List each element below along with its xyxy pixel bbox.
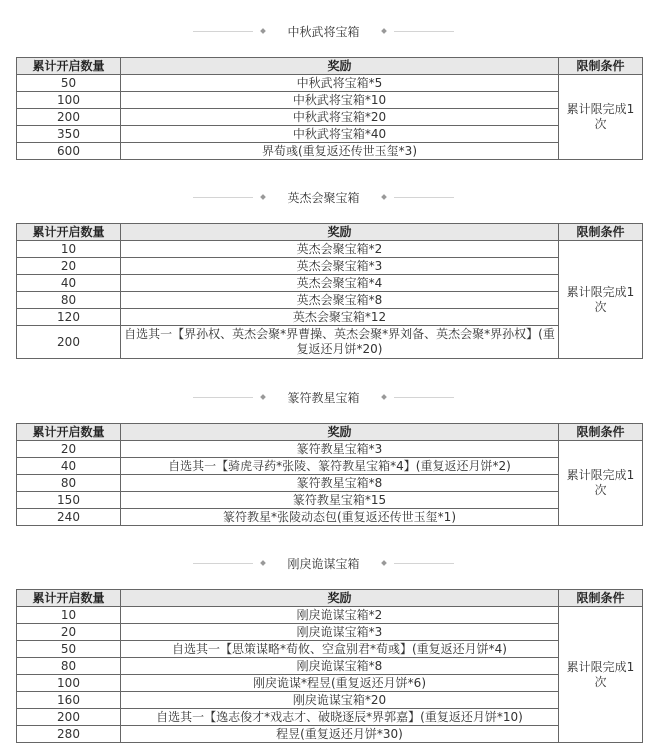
table-row	[17, 641, 643, 658]
count-cell: 120	[17, 309, 121, 326]
reward-cell: 篆符教星*张陵动态包(重复返还传世玉玺*1)	[121, 509, 559, 526]
section-title	[0, 21, 647, 41]
table-header-row	[17, 590, 643, 607]
header-limit: 限制条件	[559, 424, 643, 441]
header-reward: 奖励	[121, 590, 559, 607]
diamond-icon	[261, 28, 267, 34]
table-row	[17, 726, 643, 743]
count-cell: 20	[17, 441, 121, 458]
reward-table	[16, 57, 643, 160]
table-row	[17, 109, 643, 126]
header-limit: 限制条件	[559, 58, 643, 75]
diamond-icon	[381, 194, 387, 200]
count-cell: 600	[17, 143, 121, 160]
diamond-icon	[261, 394, 267, 400]
count-cell: 20	[17, 258, 121, 275]
count-cell: 80	[17, 475, 121, 492]
divider-line	[193, 397, 253, 398]
table-header-row	[17, 58, 643, 75]
table-row	[17, 441, 643, 458]
header-reward: 奖励	[121, 58, 559, 75]
table-row	[17, 692, 643, 709]
reward-table	[16, 589, 643, 743]
reward-cell: 自选其一【逸志俊才*戏志才、破晓逐辰*界郭嘉】(重复返还月饼*10)	[121, 709, 559, 726]
header-count: 累计开启数量	[17, 590, 121, 607]
count-cell: 160	[17, 692, 121, 709]
count-cell: 10	[17, 607, 121, 624]
table-row	[17, 326, 643, 359]
count-cell: 10	[17, 241, 121, 258]
section-title-text: 刚戾诡谋宝箱	[287, 556, 360, 571]
reward-cell: 中秋武将宝箱*40	[121, 126, 559, 143]
count-cell: 200	[17, 326, 121, 359]
reward-cell: 刚戾诡谋宝箱*2	[121, 607, 559, 624]
header-count: 累计开启数量	[17, 424, 121, 441]
limit-cell: 累计限完成1次	[559, 241, 643, 359]
count-cell: 100	[17, 675, 121, 692]
count-cell: 200	[17, 109, 121, 126]
limit-cell: 累计限完成1次	[559, 441, 643, 526]
count-cell: 150	[17, 492, 121, 509]
limit-cell: 累计限完成1次	[559, 607, 643, 743]
reward-cell: 刚戾诡谋宝箱*3	[121, 624, 559, 641]
table-row	[17, 275, 643, 292]
section-title	[0, 387, 647, 407]
table-row	[17, 509, 643, 526]
reward-cell: 程昱(重复返还月饼*30)	[121, 726, 559, 743]
table-row	[17, 458, 643, 475]
table-row	[17, 126, 643, 143]
reward-table	[16, 423, 643, 526]
table-row	[17, 241, 643, 258]
table-row	[17, 309, 643, 326]
table-row	[17, 709, 643, 726]
header-count: 累计开启数量	[17, 224, 121, 241]
divider-line	[394, 31, 454, 32]
reward-cell: 自选其一【骑虎寻药*张陵、篆符教星宝箱*4】(重复返还月饼*2)	[121, 458, 559, 475]
diamond-icon	[261, 560, 267, 566]
reward-cell: 英杰会聚宝箱*12	[121, 309, 559, 326]
reward-cell: 篆符教星宝箱*15	[121, 492, 559, 509]
reward-cell: 英杰会聚宝箱*4	[121, 275, 559, 292]
section-title	[0, 187, 647, 207]
reward-cell: 刚戾诡谋宝箱*20	[121, 692, 559, 709]
count-cell: 350	[17, 126, 121, 143]
divider-line	[193, 563, 253, 564]
reward-cell: 中秋武将宝箱*5	[121, 75, 559, 92]
reward-cell: 篆符教星宝箱*8	[121, 475, 559, 492]
limit-cell: 累计限完成1次	[559, 75, 643, 160]
reward-cell: 篆符教星宝箱*3	[121, 441, 559, 458]
table-row	[17, 658, 643, 675]
table-row	[17, 624, 643, 641]
divider-line	[193, 31, 253, 32]
table-row	[17, 92, 643, 109]
diamond-icon	[261, 194, 267, 200]
table-row	[17, 607, 643, 624]
divider-line	[394, 397, 454, 398]
reward-cell: 刚戾诡谋宝箱*8	[121, 658, 559, 675]
count-cell: 280	[17, 726, 121, 743]
reward-table	[16, 223, 643, 359]
table-row	[17, 75, 643, 92]
section-title	[0, 553, 647, 573]
count-cell: 200	[17, 709, 121, 726]
diamond-icon	[381, 28, 387, 34]
header-limit: 限制条件	[559, 224, 643, 241]
table-row	[17, 258, 643, 275]
header-limit: 限制条件	[559, 590, 643, 607]
count-cell: 80	[17, 658, 121, 675]
count-cell: 80	[17, 292, 121, 309]
count-cell: 40	[17, 275, 121, 292]
count-cell: 50	[17, 75, 121, 92]
count-cell: 240	[17, 509, 121, 526]
count-cell: 20	[17, 624, 121, 641]
diamond-icon	[381, 560, 387, 566]
header-reward: 奖励	[121, 224, 559, 241]
count-cell: 100	[17, 92, 121, 109]
reward-cell: 英杰会聚宝箱*2	[121, 241, 559, 258]
reward-cell: 中秋武将宝箱*10	[121, 92, 559, 109]
reward-cell: 英杰会聚宝箱*3	[121, 258, 559, 275]
divider-line	[394, 563, 454, 564]
section-title-text: 中秋武将宝箱	[287, 24, 360, 39]
section-title-text: 英杰会聚宝箱	[287, 190, 360, 205]
reward-cell: 界荀彧(重复返还传世玉玺*3)	[121, 143, 559, 160]
divider-line	[193, 197, 253, 198]
count-cell: 40	[17, 458, 121, 475]
reward-cell: 刚戾诡谋*程昱(重复返还月饼*6)	[121, 675, 559, 692]
table-header-row	[17, 424, 643, 441]
header-reward: 奖励	[121, 424, 559, 441]
section-title-text: 篆符教星宝箱	[287, 390, 360, 405]
table-row	[17, 143, 643, 160]
table-row	[17, 492, 643, 509]
table-row	[17, 292, 643, 309]
count-cell: 50	[17, 641, 121, 658]
reward-cell: 英杰会聚宝箱*8	[121, 292, 559, 309]
table-header-row	[17, 224, 643, 241]
table-row	[17, 675, 643, 692]
reward-cell: 自选其一【思策谋略*荀攸、空盒别君*荀彧】(重复返还月饼*4)	[121, 641, 559, 658]
reward-cell: 中秋武将宝箱*20	[121, 109, 559, 126]
reward-cell: 自选其一【界孙权、英杰会聚*界曹操、英杰会聚*界刘备、英杰会聚*界孙权】(重复返还月饼*20)	[121, 326, 559, 359]
diamond-icon	[381, 394, 387, 400]
header-count: 累计开启数量	[17, 58, 121, 75]
table-row	[17, 475, 643, 492]
divider-line	[394, 197, 454, 198]
